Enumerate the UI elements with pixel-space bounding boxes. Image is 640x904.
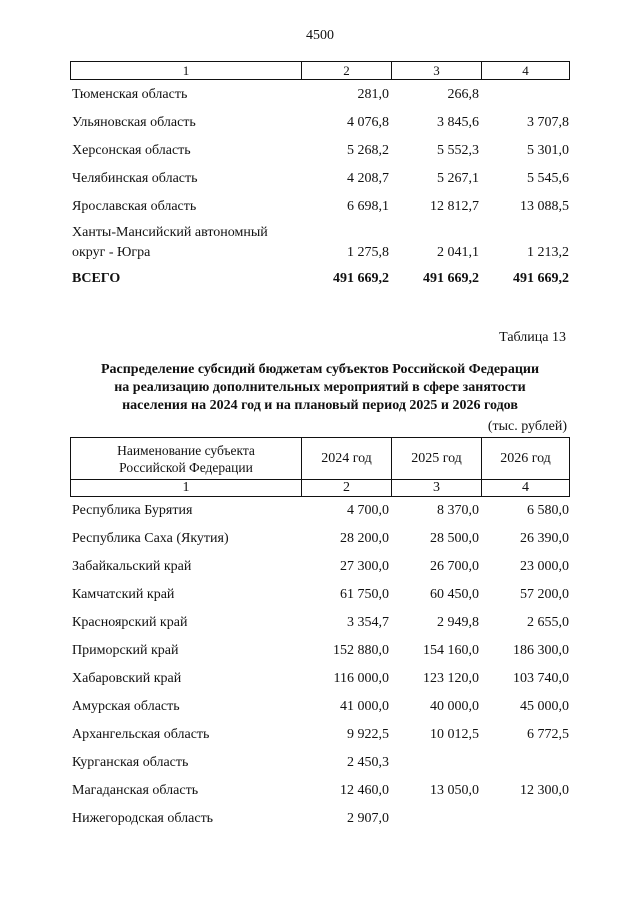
t13-row-name: Хабаровский край xyxy=(72,671,182,686)
total-2024: 491 669,2 xyxy=(333,271,389,286)
t13-row-v2025: 8 370,0 xyxy=(437,503,479,518)
t13-row-name: Магаданская область xyxy=(72,783,199,798)
table-title xyxy=(40,361,600,415)
t13-row-v2024: 28 200,0 xyxy=(340,531,389,546)
total-2026: 491 669,2 xyxy=(513,271,569,286)
t13-row-name: Архангельская область xyxy=(72,727,210,742)
table-title-line: на реализацию дополнительных мероприятий в сфере занятости xyxy=(114,380,526,395)
prev-row-v2026: 13 088,5 xyxy=(520,199,569,214)
t13-row-v2024: 41 000,0 xyxy=(340,699,389,714)
t13-row-v2024: 61 750,0 xyxy=(340,587,389,602)
prev-row-v2025: 2 041,1 xyxy=(437,245,479,260)
prev-row-v2024: 281,0 xyxy=(357,87,389,102)
t13-row-name: Республика Бурятия xyxy=(72,503,193,518)
prev-row-name: Херсонская область xyxy=(72,143,191,158)
table-title-line: населения на 2024 год и на плановый период 2025 и 2026 годов xyxy=(122,398,518,413)
t13-row-v2025: 40 000,0 xyxy=(430,699,479,714)
t13-row-v2026: 103 740,0 xyxy=(513,671,569,686)
prev-row-v2025: 3 845,6 xyxy=(437,115,479,130)
t13-row-v2026: 2 655,0 xyxy=(527,615,569,630)
total-label: ВСЕГО xyxy=(72,271,121,286)
t13-row-name: Курганская область xyxy=(72,755,189,770)
prev-col-number-3: 3 xyxy=(391,61,482,80)
units-label: (тыс. рублей) xyxy=(487,419,567,434)
total-2025: 491 669,2 xyxy=(423,271,479,286)
t13-row-v2025: 28 500,0 xyxy=(430,531,479,546)
t13-row-v2026: 186 300,0 xyxy=(513,643,569,658)
t13-row-name: Камчатский край xyxy=(72,587,175,602)
prev-col-number-1: 1 xyxy=(70,61,302,80)
prev-row-v2024: 4 208,7 xyxy=(347,171,389,186)
header-name-line2: Российской Федерации xyxy=(119,460,253,475)
t13-row-v2025: 154 160,0 xyxy=(423,643,479,658)
t13-row-v2024: 2 907,0 xyxy=(347,811,389,826)
header-name-line1: Наименование субъекта xyxy=(117,443,255,458)
t13-col-number-2: 2 xyxy=(301,479,392,497)
prev-row-v2025: 5 552,3 xyxy=(437,143,479,158)
t13-row-name: Забайкальский край xyxy=(72,559,192,574)
prev-row-v2025: 5 267,1 xyxy=(437,171,479,186)
t13-row-v2024: 4 700,0 xyxy=(347,503,389,518)
prev-row-name: Ханты-Мансийский автономный xyxy=(72,225,268,240)
table-label: Таблица 13 xyxy=(499,330,566,345)
t13-row-v2025: 26 700,0 xyxy=(430,559,479,574)
prev-row-v2025: 266,8 xyxy=(447,87,479,102)
t13-row-v2026: 45 000,0 xyxy=(520,699,569,714)
prev-row-name: Тюменская область xyxy=(72,87,188,102)
t13-row-name: Амурская область xyxy=(72,699,180,714)
header-2024: 2024 год xyxy=(301,437,392,480)
t13-row-v2026: 57 200,0 xyxy=(520,587,569,602)
prev-row-v2024: 5 268,2 xyxy=(347,143,389,158)
prev-row-v2026: 5 301,0 xyxy=(527,143,569,158)
t13-row-v2025: 60 450,0 xyxy=(430,587,479,602)
t13-row-v2025: 10 012,5 xyxy=(430,727,479,742)
t13-row-name: Республика Саха (Якутия) xyxy=(72,531,229,546)
table-title-line: Распределение субсидий бюджетам субъектов Российской Федерации xyxy=(100,362,540,377)
t13-row-v2024: 3 354,7 xyxy=(347,615,389,630)
header-name-cell xyxy=(70,437,302,480)
prev-row-name: Ульяновская область xyxy=(72,115,196,130)
t13-row-v2024: 27 300,0 xyxy=(340,559,389,574)
t13-row-v2026: 6 772,5 xyxy=(527,727,569,742)
prev-row-v2024: 4 076,8 xyxy=(347,115,389,130)
t13-row-v2025: 123 120,0 xyxy=(423,671,479,686)
t13-row-v2024: 9 922,5 xyxy=(347,727,389,742)
prev-row-name: Ярославская область xyxy=(72,199,197,214)
prev-col-number-4: 4 xyxy=(481,61,570,80)
t13-row-v2024: 12 460,0 xyxy=(340,783,389,798)
prev-row-v2025: 12 812,7 xyxy=(430,199,479,214)
prev-row-name: Челябинская область xyxy=(72,171,198,186)
t13-row-v2024: 152 880,0 xyxy=(333,643,389,658)
prev-row-v2024: 1 275,8 xyxy=(347,245,389,260)
t13-row-name: Красноярский край xyxy=(72,615,188,630)
t13-row-v2025: 13 050,0 xyxy=(430,783,479,798)
header-2026: 2026 год xyxy=(481,437,570,480)
prev-row-v2026: 3 707,8 xyxy=(527,115,569,130)
prev-row-v2024: 6 698,1 xyxy=(347,199,389,214)
prev-col-number-2: 2 xyxy=(301,61,392,80)
t13-row-v2026: 23 000,0 xyxy=(520,559,569,574)
page-number: 4500 xyxy=(306,28,334,43)
prev-row-v2026: 5 545,6 xyxy=(527,171,569,186)
t13-row-name: Нижегородская область xyxy=(72,811,214,826)
t13-row-v2024: 2 450,3 xyxy=(347,755,389,770)
header-2025: 2025 год xyxy=(391,437,482,480)
t13-col-number-1: 1 xyxy=(70,479,302,497)
t13-row-v2026: 6 580,0 xyxy=(527,503,569,518)
prev-row-v2026: 1 213,2 xyxy=(527,245,569,260)
prev-row-name: округ - Югра xyxy=(72,245,151,260)
t13-row-name: Приморский край xyxy=(72,643,179,658)
t13-row-v2026: 12 300,0 xyxy=(520,783,569,798)
t13-col-number-3: 3 xyxy=(391,479,482,497)
t13-row-v2026: 26 390,0 xyxy=(520,531,569,546)
t13-row-v2025: 2 949,8 xyxy=(437,615,479,630)
t13-row-v2024: 116 000,0 xyxy=(333,671,389,686)
t13-col-number-4: 4 xyxy=(481,479,570,497)
